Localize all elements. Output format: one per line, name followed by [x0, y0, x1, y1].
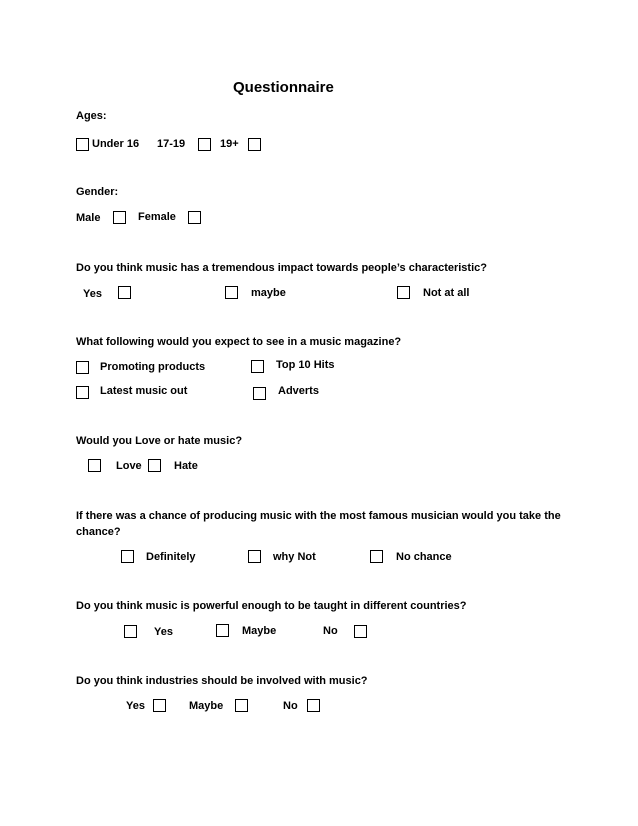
q1-checkbox-maybe[interactable]: [225, 286, 238, 299]
question-6: Do you think industries should be involved with music?: [76, 675, 368, 687]
q6-option-no: No: [283, 700, 298, 712]
q1-checkbox-yes[interactable]: [118, 286, 131, 299]
q6-option-yes: Yes: [126, 700, 145, 712]
q5-option-maybe: Maybe: [242, 625, 277, 637]
q5-option-yes: Yes: [154, 626, 173, 638]
q4-option-no-chance: No chance: [396, 551, 452, 563]
checkbox-17-19[interactable]: [198, 138, 211, 151]
q3-checkbox-hate[interactable]: [148, 459, 161, 472]
q2-checkbox-latest-music-out[interactable]: [76, 386, 89, 399]
q6-checkbox-no[interactable]: [307, 699, 320, 712]
q5-checkbox-yes[interactable]: [124, 625, 137, 638]
option-17-19: 17-19: [157, 138, 186, 150]
q2-option-top-10-hits: Top 10 Hits: [276, 359, 335, 371]
q5-checkbox-maybe[interactable]: [216, 624, 229, 637]
q2-checkbox-top-10-hits[interactable]: [251, 360, 264, 373]
q2-option-promoting-products: Promoting products: [100, 361, 206, 373]
q3-checkbox-love[interactable]: [88, 459, 101, 472]
q2-checkbox-promoting-products[interactable]: [76, 361, 89, 374]
question-5: Do you think music is powerful enough to be taught in different countries?: [76, 600, 467, 612]
question-4-line-1: If there was a chance of producing music with the most famous musician would you take the: [76, 510, 561, 522]
ages-label: Ages:: [76, 110, 107, 122]
q1-option-yes: Yes: [83, 288, 102, 300]
question-2: What following would you expect to see in a music magazine?: [76, 336, 402, 348]
q4-checkbox-definitely[interactable]: [121, 550, 134, 563]
option-19-plus: 19+: [220, 138, 239, 150]
page-title: Questionnaire: [233, 79, 334, 96]
question-1: Do you think music has a tremendous impact towards people’s characteristic?: [76, 262, 487, 274]
checkbox-under-16[interactable]: [76, 138, 89, 151]
q3-option-love: Love: [116, 460, 142, 472]
option-male: Male: [76, 212, 101, 224]
q6-option-maybe: Maybe: [189, 700, 224, 712]
q1-option-not-at-all: Not at all: [423, 287, 470, 299]
checkbox-female[interactable]: [188, 211, 201, 224]
q4-checkbox-no-chance[interactable]: [370, 550, 383, 563]
q2-option-latest-music-out: Latest music out: [100, 385, 188, 397]
q3-option-hate: Hate: [174, 460, 198, 472]
q5-checkbox-no[interactable]: [354, 625, 367, 638]
question-3: Would you Love or hate music?: [76, 435, 243, 447]
q6-checkbox-yes[interactable]: [153, 699, 166, 712]
gender-label: Gender:: [76, 186, 119, 198]
q5-option-no: No: [323, 625, 338, 637]
q2-option-adverts: Adverts: [278, 385, 319, 397]
checkbox-19-plus[interactable]: [248, 138, 261, 151]
q6-checkbox-maybe[interactable]: [235, 699, 248, 712]
q1-option-maybe: maybe: [251, 287, 286, 299]
question-4-line-2: chance?: [76, 526, 121, 538]
q4-option-definitely: Definitely: [146, 551, 196, 563]
option-under-16: Under 16: [92, 138, 140, 150]
checkbox-male[interactable]: [113, 211, 126, 224]
q1-checkbox-not-at-all[interactable]: [397, 286, 410, 299]
q4-checkbox-why-not[interactable]: [248, 550, 261, 563]
option-female: Female: [138, 211, 176, 223]
q4-option-why-not: why Not: [273, 551, 316, 563]
q2-checkbox-adverts[interactable]: [253, 387, 266, 400]
